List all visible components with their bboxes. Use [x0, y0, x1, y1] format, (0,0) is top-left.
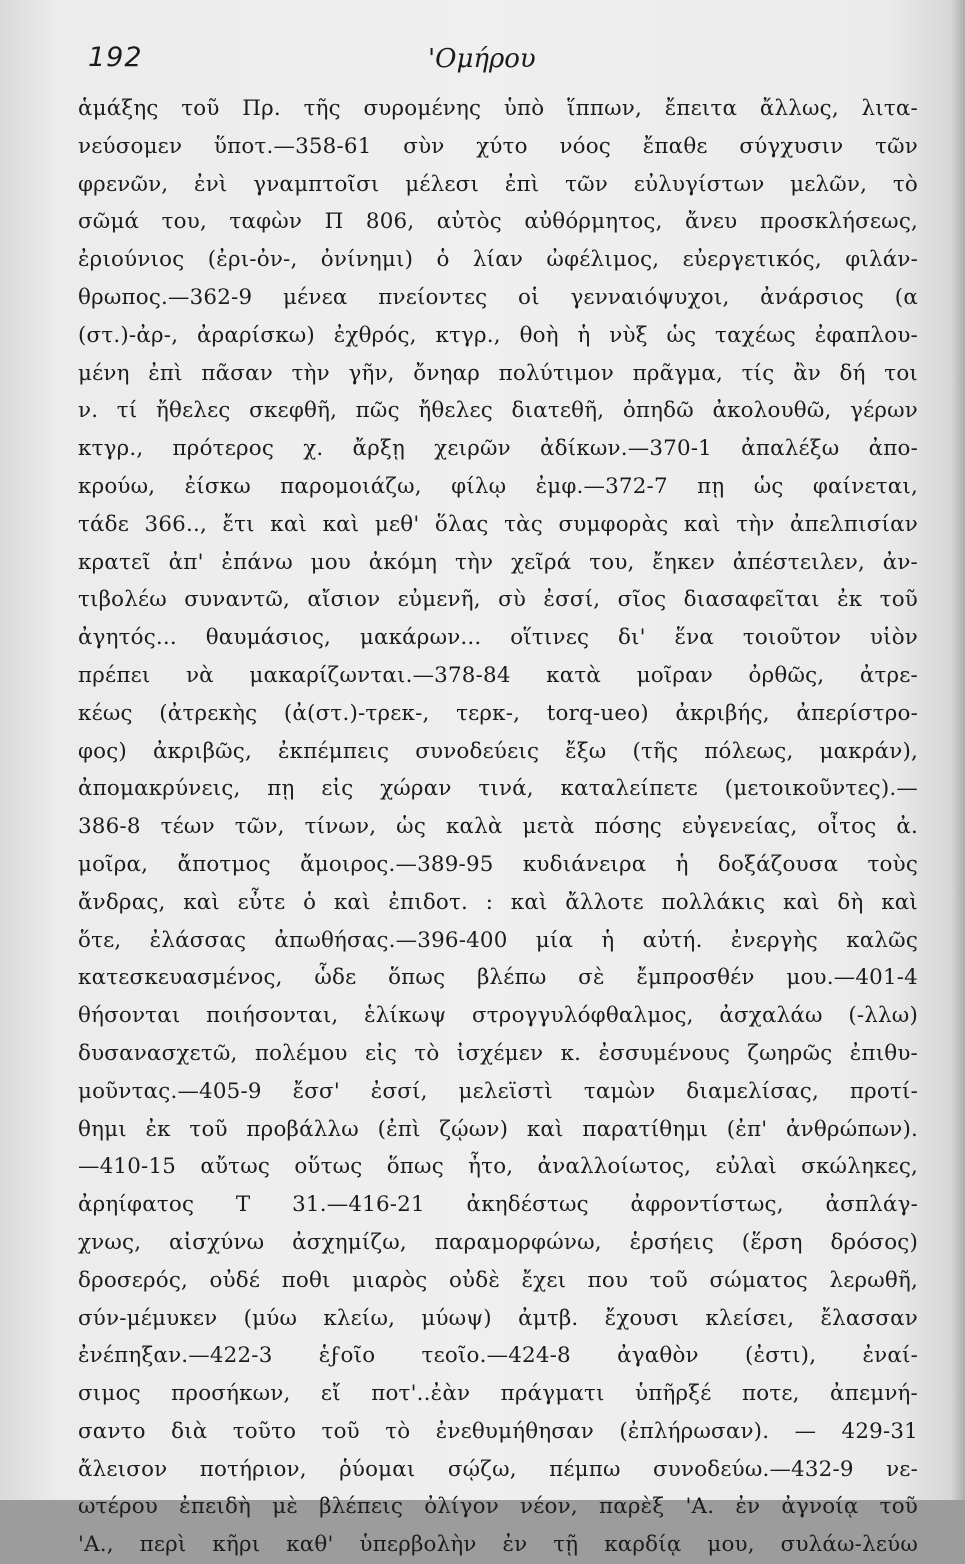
commentary-text	[78, 90, 918, 1564]
text-line: ἀπομακρύνεις, πῃ εἰς χώραν τινά, καταλείπετε (μετοικοῦντες).—	[78, 776, 918, 802]
text-line: ν. τί ἤθελες σκεφθῆ, πῶς ἤθελες διατεθῆ, ὀπηδῶ ἀκολουθῶ, γέρων	[78, 398, 918, 424]
text-line: ἄλεισον ποτήριον, ῥύομαι σῴζω, πέμπω συνοδεύω.—432-9 νε-	[78, 1456, 918, 1482]
text-line: νεύσομεν ὕποτ.—358-61 σὺν χύτο νόος ἔπαθε σύγχυσιν τῶν	[78, 133, 918, 159]
text-line: κρούω, ἐίσκω παρομοιάζω, φίλῳ ἐμφ.—372-7 πῃ ὡς φαίνεται,	[78, 473, 918, 499]
text-line: ἄνδρας, καὶ εὖτε ὁ καὶ ἐπιδοτ. : καὶ ἄλλοτε πολλάκις καὶ δὴ καὶ	[78, 889, 918, 915]
text-line: σιμος προσήκων, εἴ ποτ'..ἐὰν πράγματι ὑπῆρξέ ποτε, ἀπεμνή-	[78, 1381, 918, 1407]
text-line: κατεσκευασμένος, ὧδε ὅπως βλέπω σὲ ἔμπροσθέν μου.—401-4	[78, 965, 918, 991]
text-line: σύν-μέμυκεν (μύω κλείω, μύωψ) ἀμτβ. ἔχουσι κλείσει, ἔλασσαν	[78, 1305, 918, 1331]
page-header	[88, 42, 905, 82]
text-line: σαντο διὰ τοῦτο τοῦ τὸ ἐνεθυμήθησαν (ἐπλήρωσαν). — 429-31	[78, 1418, 918, 1444]
text-line: θήσονται ποιήσονται, ἑλίκωψ στρογγυλόφθαλμος, ἀσχαλάω (-λλω)	[78, 1003, 918, 1029]
text-line: ἐριούνιος (ἐρι-ὀν-, ὀνίνημι) ὁ λίαν ὠφέλιμος, εὐεργετικός, φιλάν-	[78, 247, 918, 273]
text-line: —410-15 αὔτως οὕτως ὅπως ἦτο, ἀναλλοίωτος, εὐλαὶ σκώληκες,	[78, 1154, 918, 1180]
running-title: 'Ομήρου	[428, 44, 536, 74]
text-line: μένη ἐπὶ πᾶσαν τὴν γῆν, ὄνηαρ πολύτιμον πρᾶγμα, τίς ἂν δή τοι	[78, 360, 918, 386]
text-line: ἁμάξης τοῦ Πρ. τῆς συρομένης ὑπὸ ἵππων, ἔπειτα ἄλλως, λιτα-	[78, 96, 918, 121]
text-line: κτγρ., πρότερος χ. ἄρξῃ χειρῶν ἀδίκων.—370-1 ἀπαλέξω ἀπο-	[78, 436, 918, 462]
text-line: μοῖρα, ἄποτμος ἄμοιρος.—389-95 κυδιάνειρα ἡ δοξάζουσα τοὺς	[78, 851, 918, 877]
text-line: ωτέρου ἐπειδὴ μὲ βλέπεις ὀλίγον νέον, παρὲξ 'Α. ἐν ἀγνοίᾳ τοῦ	[78, 1494, 918, 1520]
text-line: πρέπει νὰ μακαρίζωνται.—378-84 κατὰ μοῖραν ὀρθῶς, ἀτρε-	[78, 662, 918, 688]
text-line: κέως (ἀτρεκὴς (ἀ(στ.)-τρεκ-, τερκ-, torq-ueo) ἀκριβής, ἀπερίστρο-	[78, 700, 918, 726]
text-line: ἐνέπηξαν.—422-3 ἑϝοῖο τεοῖο.—424-8 ἀγαθὸν (ἐστι), ἐναί-	[78, 1343, 918, 1369]
text-line: δροσερός, οὐδέ ποθι μιαρὸς οὐδὲ ἔχει που τοῦ σώματος λερωθῆ,	[78, 1267, 918, 1293]
text-line: θρωπος.—362-9 μένεα πνείοντες οἱ γενναιόψυχοι, ἀνάρσιος (α	[78, 284, 918, 310]
page-number: 192	[88, 42, 143, 73]
text-line: τιβολέω συναντῶ, αἴσιον εὐμενῆ, σὺ ἐσσί, σῖος διασαφεῖται ἐκ τοῦ	[78, 587, 918, 613]
text-line: τάδε 366.., ἔτι καὶ καὶ μεθ' ὅλας τὰς συμφορὰς καὶ τὴν ἀπελπισίαν	[78, 511, 918, 537]
text-line: ἀγητός... θαυμάσιος, μακάρων... οἵτινες δι' ἕνα τοιοῦτον υἱὸν	[78, 625, 918, 651]
text-line: χνως, αἰσχύνω ἀσχημίζω, παραμορφώνω, ἑρσήεις (ἕρση δρόσος)	[78, 1229, 918, 1255]
text-line: φος) ἀκριβῶς, ἐκπέμπεις συνοδεύεις ἔξω (τῆς πόλεως, μακράν),	[78, 738, 918, 764]
page-edge-shadow	[951, 0, 965, 1500]
text-line: 386-8 τέων τῶν, τίνων, ὡς καλὰ μετὰ πόσης εὐγενείας, οἶτος ἀ.	[78, 814, 918, 840]
text-line: δυσανασχετῶ, πολέμου εἰς τὸ ἰσχέμεν κ. ἐσσυμένους ζωηρῶς ἐπιθυ-	[78, 1040, 918, 1066]
text-line: μοῦντας.—405-9 ἔσσ' ἐσσί, μελεϊστὶ ταμὼν διαμελίσας, προτί-	[78, 1078, 918, 1104]
text-line: σῶμά του, ταφὼν Π 806, αὐτὸς αὐθόρμητος, ἄνευ προσκλήσεως,	[78, 209, 918, 235]
text-line: 'Α., περὶ κῆρι καθ' ὑπερβολὴν ἐν τῇ καρδίᾳ μου, συλάω-λεύω	[78, 1532, 918, 1558]
text-line: φρενῶν, ἐνὶ γναμπτοῖσι μέλεσι ἐπὶ τῶν εὐλυγίστων μελῶν, τὸ	[78, 171, 918, 197]
text-line: (στ.)-ἀρ-, ἀραρίσκω) ἐχθρός, κτγρ., θοὴ ἡ νὺξ ὡς ταχέως ἐφαπλου-	[78, 322, 918, 348]
text-line: ὅτε, ἐλάσσας ἀπωθήσας.—396-400 μία ἡ αὐτή. ἐνεργὴς καλῶς	[78, 927, 918, 953]
text-line: ἀρηίφατος Τ 31.—416-21 ἀκηδέστως ἀφροντίστως, ἀσπλάγ-	[78, 1192, 918, 1218]
text-line: κρατεῖ ἀπ' ἐπάνω μου ἀκόμη τὴν χεῖρά του, ἔηκεν ἀπέστειλεν, ἀν-	[78, 549, 918, 575]
text-line: θημι ἐκ τοῦ προβάλλω (ἐπὶ ζῴων) καὶ παρατίθημι (ἐπ' ἀνθρώπων).	[78, 1116, 918, 1142]
